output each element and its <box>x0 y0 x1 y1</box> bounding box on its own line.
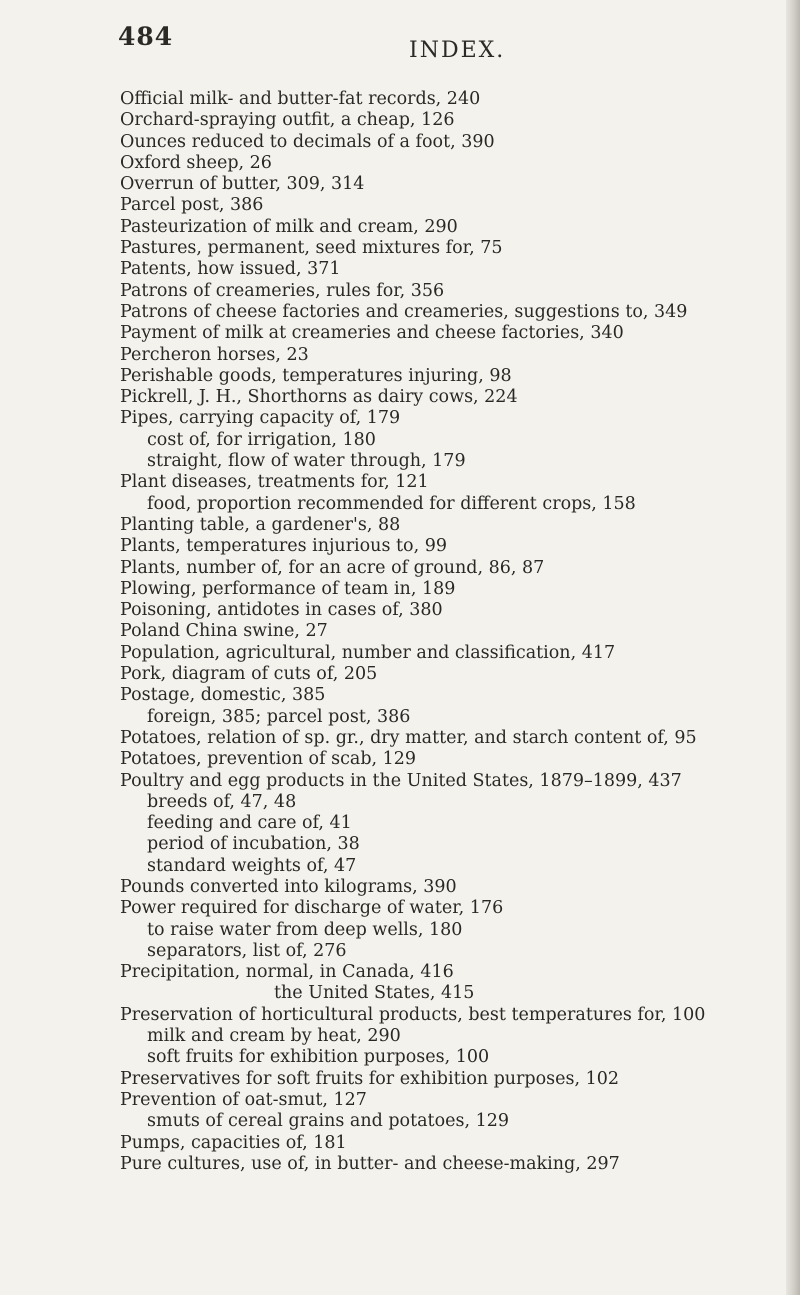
index-entry: Pipes, carrying capacity of, 179 <box>120 408 401 429</box>
index-entry: smuts of cereal grains and potatoes, 129 <box>147 1111 509 1132</box>
index-entry: Potatoes, relation of sp. gr., dry matter, and starch content of, 95 <box>120 727 697 748</box>
index-entry: feeding and care of, 41 <box>147 813 352 834</box>
index-entry: Ounces reduced to decimals of a foot, 390 <box>120 131 495 152</box>
index-entry: Population, agricultural, number and classification, 417 <box>120 642 616 663</box>
index-entry: foreign, 385; parcel post, 386 <box>147 706 411 727</box>
index-entry: Poland China swine, 27 <box>120 621 328 642</box>
index-entry: Postage, domestic, 385 <box>120 685 326 706</box>
index-entry: Overrun of butter, 309, 314 <box>120 174 365 195</box>
index-entry: breeds of, 47, 48 <box>147 791 297 812</box>
index-entry: standard weights of, 47 <box>147 855 357 876</box>
index-entry: Pastures, permanent, seed mixtures for, 75 <box>120 238 503 259</box>
index-entry: Pasteurization of milk and cream, 290 <box>120 216 458 237</box>
page-number: 484 <box>118 22 174 51</box>
index-entry: Perishable goods, temperatures injuring, 98 <box>120 365 512 386</box>
index-entry: Parcel post, 386 <box>120 195 264 216</box>
index-entry: Planting table, a gardener's, 88 <box>120 514 401 535</box>
index-entry: Official milk- and butter-fat records, 240 <box>120 89 481 109</box>
index-entry: Payment of milk at creameries and cheese factories, 340 <box>120 323 624 344</box>
index-entry: Pickrell, J. H., Shorthorns as dairy cows, 224 <box>120 387 518 408</box>
index-entry: Pure cultures, use of, in butter- and cheese-making, 297 <box>120 1153 620 1174</box>
index-entry: Preservation of horticultural products, best temperatures for, 100 <box>120 1004 706 1025</box>
index-entry: Poultry and egg products in the United States, 1879–1899, 437 <box>120 770 682 791</box>
running-head: INDEX. <box>409 38 506 63</box>
index-entry: Pounds converted into kilograms, 390 <box>120 876 457 897</box>
index-entry: Plants, temperatures injurious to, 99 <box>120 536 447 557</box>
index-entry: Preservatives for soft fruits for exhibition purposes, 102 <box>120 1068 620 1089</box>
index-entry: soft fruits for exhibition purposes, 100 <box>147 1047 490 1068</box>
index-entry: food, proportion recommended for different crops, 158 <box>147 493 636 514</box>
index-entry: Prevention of oat-smut, 127 <box>120 1089 367 1110</box>
index-entry: straight, flow of water through, 179 <box>147 451 466 472</box>
index-entry: Patrons of creameries, rules for, 356 <box>120 280 445 301</box>
index-entries <box>120 89 790 1175</box>
index-entry: cost of, for irrigation, 180 <box>147 429 376 450</box>
index-entry: Poisoning, antidotes in cases of, 380 <box>120 600 443 621</box>
index-entry: Pork, diagram of cuts of, 205 <box>120 664 378 685</box>
index-entry: the United States, 415 <box>274 983 475 1004</box>
index-entry: period of incubation, 38 <box>147 834 360 855</box>
index-entry: to raise water from deep wells, 180 <box>147 919 463 940</box>
index-entry: Plant diseases, treatments for, 121 <box>120 472 429 493</box>
index-entry: Patents, how issued, 371 <box>120 259 341 280</box>
index-entry: Plowing, performance of team in, 189 <box>120 578 456 599</box>
index-entry: Oxford sheep, 26 <box>120 152 272 173</box>
index-entry: Patrons of cheese factories and creameries, suggestions to, 349 <box>120 301 688 322</box>
index-entry: separators, list of, 276 <box>147 940 347 961</box>
index-entry: Power required for discharge of water, 176 <box>120 898 504 919</box>
index-entry: Precipitation, normal, in Canada, 416 <box>120 962 454 983</box>
index-entry: milk and cream by heat, 290 <box>147 1026 401 1047</box>
index-entry: Plants, number of, for an acre of ground, 86, 87 <box>120 557 545 578</box>
index-entry: Potatoes, prevention of scab, 129 <box>120 749 417 770</box>
index-entry: Orchard-spraying outfit, a cheap, 126 <box>120 110 455 131</box>
index-entry: Pumps, capacities of, 181 <box>120 1132 347 1153</box>
index-entry: Percheron horses, 23 <box>120 344 309 365</box>
